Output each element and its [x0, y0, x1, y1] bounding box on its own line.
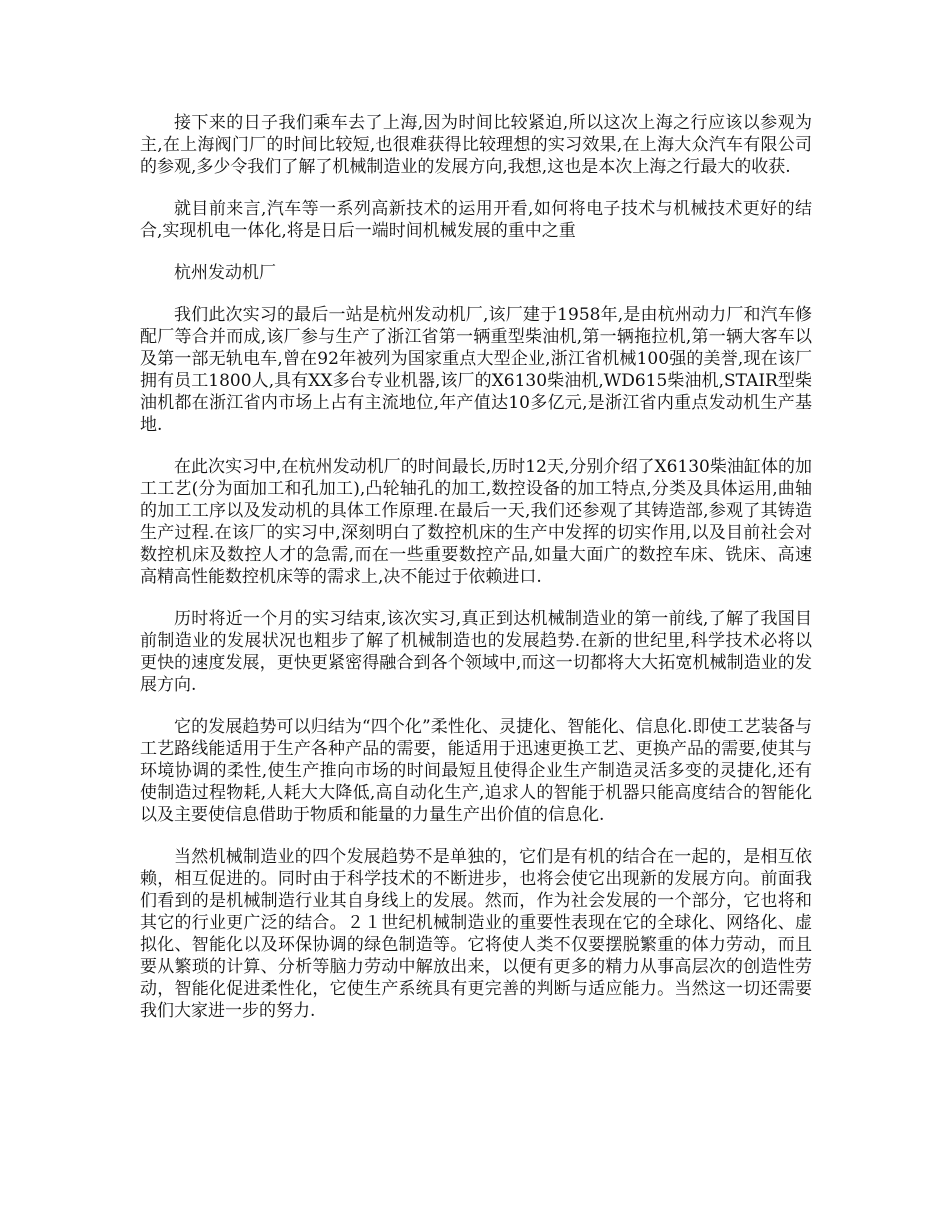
document-body — [140, 112, 812, 1042]
paragraph-future-outlook: 当然机械制造业的四个发展趋势不是单独的，它们是有机的结合在一起的，是相互依赖，相互促进的。同时由于科学技术的不断进步，也将会使它出现新的发展方向。前面我们看到的是机械制造行业其自身线上的发展。然而，作为社会发展的一个部分，它也将和其它的行业更广泛的结合。２１世纪机械制造业的重要性表现在它的全球化、网络化、虚拟化、智能化以及环保协调的绿色制造等。它将使人类不仅要摆脱繁重的体力劳动，而且要从繁琐的计算、分析等脑力劳动中解放出来，以便有更多的精力从事高层次的创造性劳动，智能化促进柔性化，它使生产系统具有更完善的判断与适应能力。当然这一切还需要我们大家进一步的努力. — [140, 847, 812, 1021]
paragraph-internship-summary: 历时将近一个月的实习结束,该次实习,真正到达机械制造业的第一前线,了解了我国目前制造业的发展状况也粗步了解了机械制造也的发展趋势.在新的世纪里,科学技术必将以更快的速度发展，更快更紧密得融合到各个领域中,而这一切都将大大拓宽机械制造业的发展方向. — [140, 609, 812, 695]
paragraph-plant-introduction: 我们此次实习的最后一站是杭州发动机厂,该厂建于1958年,是由杭州动力厂和汽车修配厂等合并而成,该厂参与生产了浙江省第一辆重型柴油机,第一辆拖拉机,第一辆大客车以及第一部无轨电车,曾在92年被列为国家重点大型企业,浙江省机械100强的美誉,现在该厂拥有员工1800人,具有XX多台专业机器,该厂的X6130柴油机,WD615柴油机,STAIR型柴油机都在浙江省内市场上占有主流地位,年产值达10多亿元,是浙江省内重点发动机生产基地. — [140, 305, 812, 435]
section-heading-hangzhou-engine-plant: 杭州发动机厂 — [174, 263, 276, 283]
paragraph-internship-details: 在此次实习中,在杭州发动机厂的时间最长,历时12天,分别介绍了X6130柴油缸体的加工工艺(分为面加工和孔加工),凸轮轴孔的加工,数控设备的加工特点,分类及具体运用,曲轴的加工工序以及发动机的具体工作原理.在最后一天,我们还参观了其铸造部,参观了其铸造生产过程.在该厂的实习中,深刻明白了数控机床的生产中发挥的切实作用,以及目前社会对数控机床及数控人才的急需,而在一些重要数控产品,如量大面广的数控车床、铣床、高速高精高性能数控机床等的需求上,决不能过于依赖进口. — [140, 457, 812, 587]
paragraph-shanghai-visit: 接下来的日子我们乘车去了上海,因为时间比较紧迫,所以这次上海之行应该以参观为主,在上海阀门厂的时间比较短,也很难获得比较理想的实习效果,在上海大众汽车有限公司的参观,多少令我们了解了机械制造业的发展方向,我想,这也是本次上海之行最大的收获. — [140, 113, 812, 177]
paragraph-four-trends: 它的发展趋势可以归结为“四个化”柔性化、灵捷化、智能化、信息化.即使工艺装备与工艺路线能适用于生产各种产品的需要，能适用于迅速更换工艺、更换产品的需要,使其与环境协调的柔性,使生产推向市场的时间最短且使得企业生产制造灵活多变的灵捷化,还有使制造过程物耗,人耗大大降低,高自动化生产,追求人的智能于机器只能高度结合的智能化以及主要使信息借助于物质和能量的力量生产出价值的信息化. — [140, 717, 812, 825]
paragraph-mechatronics: 就目前来言,汽车等一系列高新技术的运用开看,如何将电子技术与机械技术更好的结合,实现机电一体化,将是日后一端时间机械发展的重中之重 — [140, 199, 812, 241]
